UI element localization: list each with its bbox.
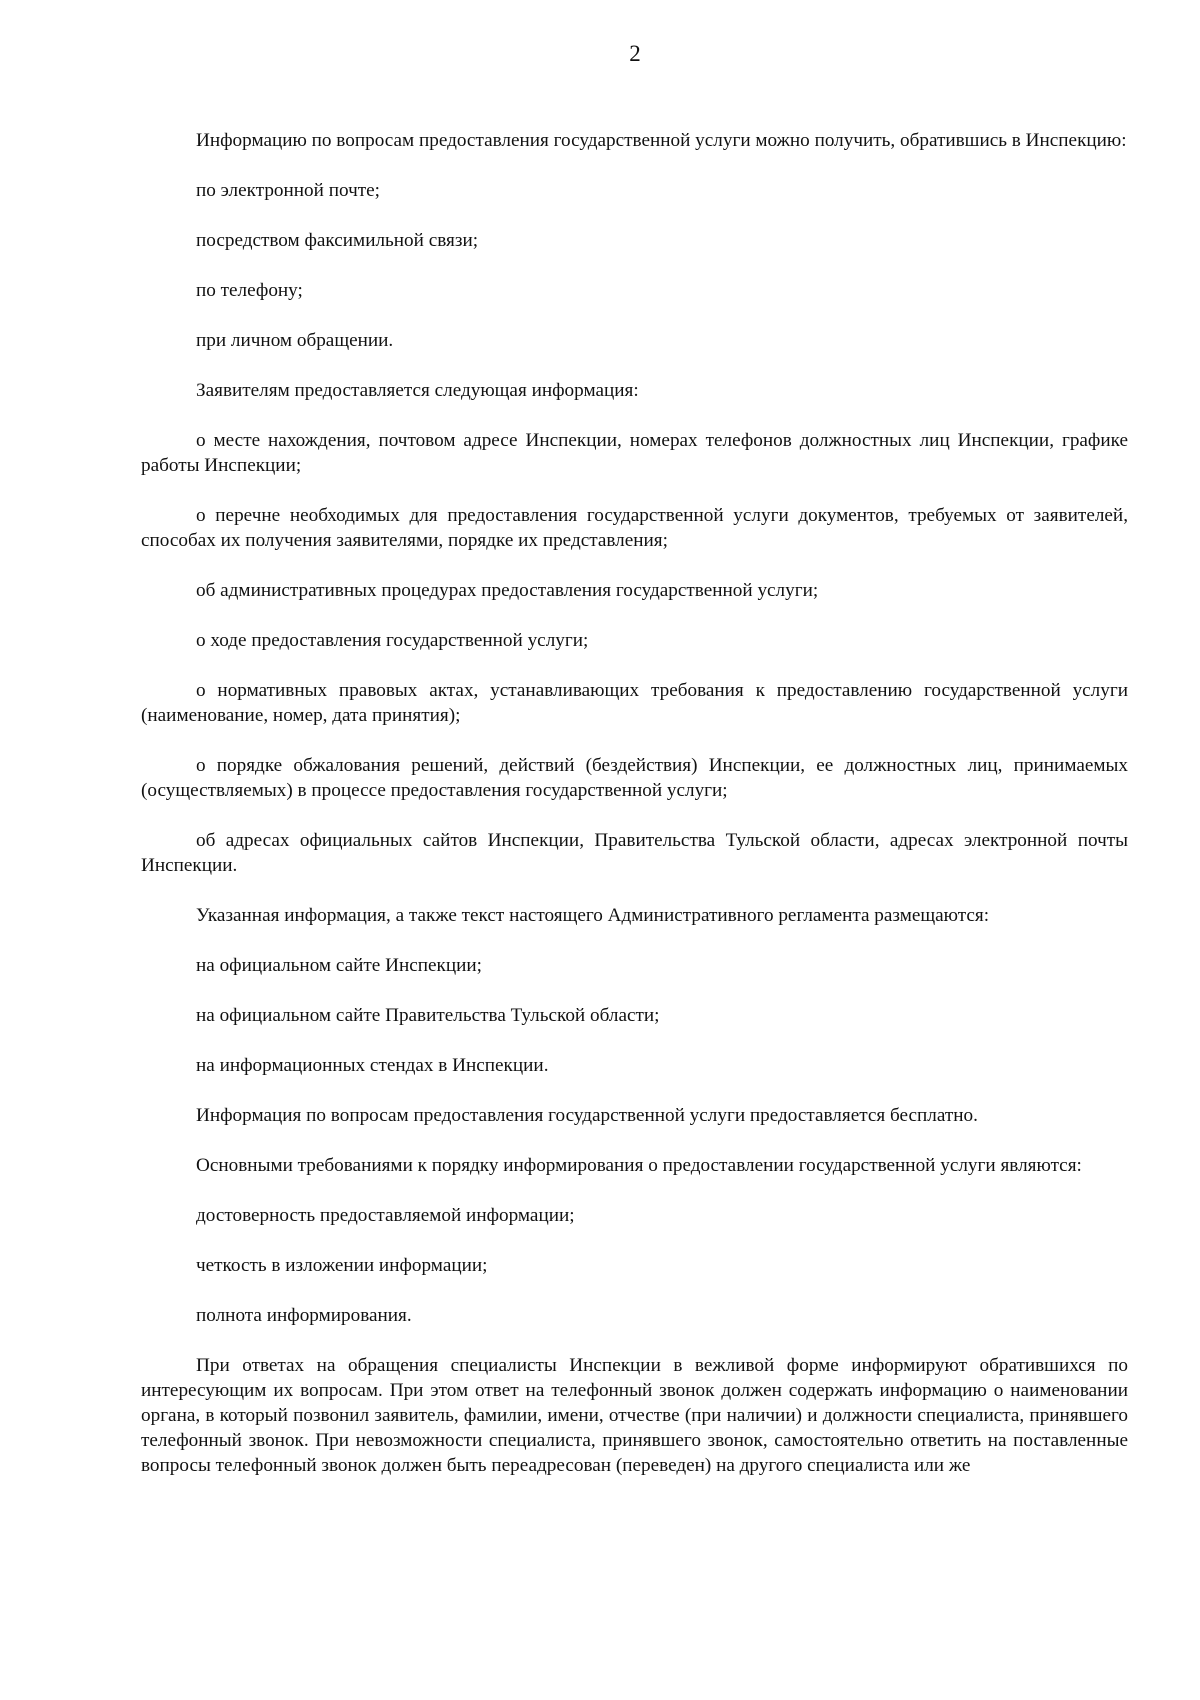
paragraph-clarity: четкость в изложении информации;	[196, 1255, 488, 1276]
paragraph-appeal: о порядке обжалования решений, действий (бездействия) Инспекции, ее должностных лиц, принимаемых (осуществляемых) в процессе предоставления государственной услуги;	[141, 755, 1128, 801]
paragraph-free: Информация по вопросам предоставления государственной услуги предоставляется бесплатно.	[196, 1105, 978, 1126]
paragraph-personal: при личном обращении.	[196, 330, 394, 351]
paragraph-location: о месте нахождения, почтовом адресе Инспекции, номерах телефонов должностных лиц Инспекции, графике работы Инспекции;	[141, 430, 1128, 476]
page-number: 2	[629, 41, 641, 66]
paragraph-info-intro: Информацию по вопросам предоставления государственной услуги можно получить, обратившись в Инспекцию:	[196, 130, 1127, 151]
paragraph-responses: При ответах на обращения специалисты Инспекции в вежливой форме информируют обратившихся по интересующим их вопросам. При этом ответ на телефонный звонок должен содержать информацию о наименовании органа, в который позвонил заявитель, фамилии, имени, отчестве (при наличии) и должности специалиста, принявшего телефонный звонок. При невозможности специалиста, принявшего звонок, самостоятельно ответить на поставленные вопросы телефонный звонок должен быть переадресован (переведен) на другого специалиста или же	[141, 1355, 1128, 1476]
paragraph-placement: Указанная информация, а также текст настоящего Административного регламента размещаются:	[196, 905, 990, 926]
paragraph-websites: об адресах официальных сайтов Инспекции, Правительства Тульской области, адресах электронной почты Инспекции.	[141, 830, 1128, 876]
paragraph-phone: по телефону;	[196, 280, 303, 301]
paragraph-legal-acts: о нормативных правовых актах, устанавливающих требования к предоставлению государственной услуги (наименование, номер, дата принятия);	[141, 680, 1128, 726]
paragraph-requirements: Основными требованиями к порядку информирования о предоставлении государственной услуги являются:	[196, 1155, 1082, 1176]
paragraph-documents: о перечне необходимых для предоставления государственной услуги документов, требуемых от заявителей, способах их получения заявителями, порядке их представления;	[141, 505, 1128, 551]
document-body	[141, 128, 1128, 1478]
paragraph-fax: посредством факсимильной связи;	[196, 230, 479, 251]
paragraph-procedures: об административных процедурах предоставления государственной услуги;	[196, 580, 819, 601]
paragraph-reliability: достоверность предоставляемой информации;	[196, 1205, 575, 1226]
paragraph-progress: о ходе предоставления государственной услуги;	[196, 630, 589, 651]
paragraph-inspection-site: на официальном сайте Инспекции;	[196, 955, 482, 976]
paragraph-stands: на информационных стендах в Инспекции.	[196, 1055, 549, 1076]
paragraph-info-provided: Заявителям предоставляется следующая информация:	[196, 380, 639, 401]
paragraph-email: по электронной почте;	[196, 180, 380, 201]
paragraph-government-site: на официальном сайте Правительства Тульской области;	[196, 1005, 660, 1026]
paragraph-completeness: полнота информирования.	[196, 1305, 412, 1326]
